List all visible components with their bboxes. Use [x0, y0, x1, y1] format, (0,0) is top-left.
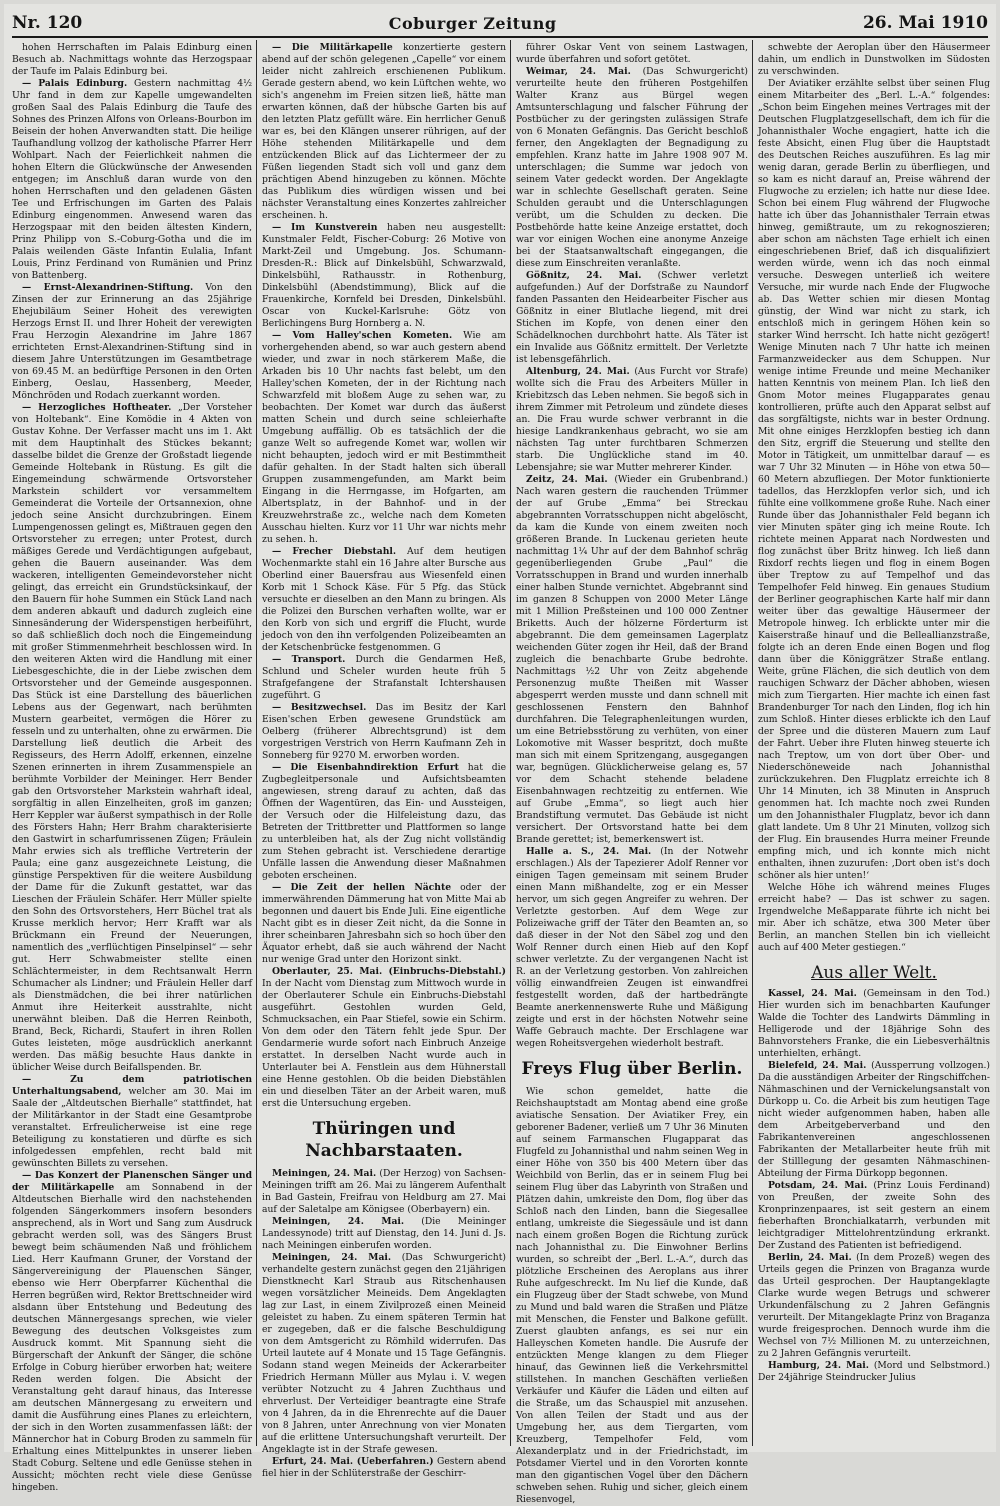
section-heading: Thüringen und Nachbarstaaten.: [305, 1119, 463, 1161]
article-headline: Meiningen, 24. Mai.: [272, 1216, 405, 1227]
article-paragraph: [262, 882, 506, 966]
article-paragraph: [758, 988, 990, 1060]
article-text: In der Nacht vom Dienstag zum Mittwoch wurde in der Oberlauterer Schule ein Einbruchs-Diebstahl ausgeführt. Gestohlen wurden Geld, Schmucksachen, ein Paar Stiefel, sowie ein Schirm. Von dem oder den Tätern fehlt jede Spur. Der Gendarmerie wurde sofort nach Einbruch Anzeige erstattet. In derselben Nacht wurde auch in Unterlauter bei A. Fenstlein aus dem Hühnerstall eine Henne gestohlen. Ob die beiden Diebstählen ein und dieselben Täter an der Arbeit waren, muß erst die Untersuchung ergeben.: [262, 978, 506, 1109]
article-paragraph: [516, 270, 748, 366]
column-rule: [752, 40, 753, 1446]
article-paragraph: [758, 882, 990, 954]
article-text: (Prinz Louis Ferdinand) von Preußen, der zweite Sohn des Kronprinzenpaares, ist seit gestern an einem fieberhaften Bronchialkatarrh, verbunden mit leichtgradiger Mittelohrentzündung erkrankt. Der Zustand des Patienten ist befriedigend.: [758, 1180, 990, 1251]
article-text: Von den Zinsen der zur Erinnerung an das 25jährige Ehejubiläum Seiner Hoheit des verewigten Herzogs Ernst II. und Ihrer Hoheit der verewigten Frau Herzogin Alexandrine im Jahre 1867 errichteten Ernst-Alexandrinen-Stiftung sind in diesem Jahre Unterstützungen im Gesamtbetrage von 69.45 M. an bedürftige Personen in den Orten Einberg, Oeslau, Hassenberg, Meeder, Mönchröden und Rodach zuerkannt worden.: [12, 282, 252, 401]
article-paragraph: [516, 66, 748, 270]
article-text: (Der Herzog) von Sachsen-Meiningen trifft am 26. Mai zu längerem Aufenthalt in Bad Gastein, Freifrau von Heldburg am 27. Mai auf der Saletalpe am Königsee (Oberbayern) ein.: [262, 1168, 506, 1215]
article-headline: Hamburg, 24. Mai.: [768, 1360, 869, 1371]
article-headline: — Herzogliches Hoftheater.: [22, 402, 172, 413]
article-text: schwebte der Aeroplan über den Häusermeer dahin, um endlich in Dunstwolken im Südosten zu verschwinden.: [758, 42, 990, 77]
column-rule: [510, 40, 511, 1446]
section-heading: Aus aller Welt.: [811, 963, 937, 983]
article-headline: Gößnitz, 24. Mai.: [526, 270, 642, 281]
column-rule: [256, 40, 257, 1446]
article-text: Wie schon gemeldet, hatte die Reichshauptstadt am Montag abend eine große aviatische Sensation. Der Aviatiker Frey, ein geborener Badener, verließ um 7 Uhr 36 Minuten auf seinem Farmanschen Flugapparat das Flugfeld zu Johannisthal und nahm seinen Weg in einer Höhe von 350 bis 400 Metern über das Weichbild von Berlin, das er in seinem Flug bei seinem Flug über das Labyrinth von Straßen und Plätzen dahin, umkreiste den Dom, flog über das Schloß nach den Linden, bann die Siegesallee entlang, umkreiste die Siegessäule und ist dann nach einem großen Bogen die Richtung zurück nach Johannisthal zu. Die Einwohner Berlins wurden, so schreibt der „Berl. L.-A.“, durch das plötzliche Erscheinen des Aeroplans aus ihrer Ruhe aufgeschreckt. Im Nu lief die Kunde, daß ein Flugzeug über der Stadt schwebe, von Mund zu Mund und bald waren die Straßen und Plätze mit Menschen, die Fenster und Balkone gefüllt. Zuerst glaubten anfangs, es sei nur ein Halleyschen Kometen handle. Die Ausrufe der entzückten Menge klangen zu dem Flieger hinauf, das Gewinnen ließ die Verkehrsmittel stillstehen. In manchen Geschäften verließen Verkäufer und Käufer die Läden und eilten auf die Straße, um das Schauspiel mit anzusehen. Von allen Teilen der Stadt und aus der Umgebung her, aus dem Tiergarten, vom Kreuzberg, Tempelhofer Feld, vom Alexanderplatz und in der Friedrichstadt, im Potsdamer Viertel und in den Vororten konnte man den gigantischen Vogel über den Dächern schweben sehen. Ruhig und sicher, gleich einem Riesenvogel,: [516, 1086, 748, 1505]
article-text: hat die Zugbegleitpersonale und Aufsichtsbeamten angewiesen, streng darauf zu achten, daß das Öffnen der Wagentüren, das Ein- und Aussteigen, der Versuch oder die Hilfeleistung dazu, das Betreten der Trittbretter und Plattformen so lange zu unterbleiben hat, als der Zug nicht vollständig zum Stehen gebracht ist. Verschiedene derartige Unfälle lassen die Anwendung dieser Maßnahmen geboten erscheinen.: [262, 762, 507, 881]
article-headline: — Die Eisenbahndirektion Erfurt: [272, 762, 459, 773]
column-3: [516, 42, 749, 1505]
article-paragraph: [12, 42, 252, 78]
issue-number: Nr. 120: [12, 13, 83, 33]
article-paragraph: [262, 966, 506, 1110]
masthead: [12, 10, 988, 38]
article-paragraph: [12, 1074, 252, 1170]
article-headline: — Das Konzert der Planenschen Sänger und der Militärkapelle: [12, 1170, 252, 1193]
article-headline: Bielefeld, 24. Mai.: [768, 1060, 867, 1071]
article-paragraph: [262, 1456, 506, 1480]
article-text: Gestern abend fiel hier in der Schlüterstraße der Geschirr-: [262, 1456, 506, 1479]
article-paragraph: [262, 330, 506, 546]
article-paragraph: [12, 282, 252, 402]
article-paragraph: [758, 1252, 990, 1360]
article-paragraph: [516, 1086, 748, 1506]
article-text: (In der Notwehr erschlagen.) Als der Tapezierer Adolf Renner vor einigen Tagen gemeinsam mit seinem Bruder einen Mann mißhandelte, zog er ein Messer hervor, um sich gegen Angreifer zu wehren. Der Verletzte gestorben. Auf dem Wege zur Polizeiwache griff der Täter den Beamten an, so daß dieser in der Not den Säbel zog und den Wolf Renner durch einen Hieb auf den Kopf schwer verletzte. Zu der vergangenen Nacht ist R. an der Verletzung gestorben. Von zahlreichen völlig einwandfreien Zeugen ist einwandfrei festgestellt worden, daß der hartbedrängte Beamte anerkennenswerte Ruhe und Mäßigung zeigte und erst in der höchsten Notwehr seine Waffe Gebrauch machte. Der Erschlagene war wegen Roheitsvergehen wiederholt bestraft.: [516, 846, 749, 1049]
article-paragraph: [758, 42, 990, 78]
article-text: Der Aviatiker erzählte selbst über seinen Flug einem Mitarbeiter des „Berl. L.-A.“ folgendes: „Schon beim Eingehen meines Vertrages mit der Deutschen Flugplatzgesellschaft, dem ich für die Johannisthaler Woche engagiert, hatte ich die feste Absicht, einen Flug über die Hauptstadt des Deutschen Reiches auszuführen. Es lag mir wenig daran, gerade Berlin zu überfliegen, und so kam es nicht darauf an, Preise während der Flugwoche zu erzielen; ich hatte nur diese Idee. Schon bei einem Flug während der Flugwoche hatte ich über das Johannisthaler Terrain etwas hinweg, gemißtraute, um zu rekognoszieren; aber schon am nächsten Tage erhielt ich einen eingeschriebenen Brief, daß ich disqualifiziert werden würde, wenn ich das noch einmal versuche. Deswegen unterließ ich weitere Versuche, mir wurde nach Ende der Flugwoche ab. Das Wetter schien mir diesen Montag günstig, der Wind war nicht zu stark, ich entschloß mich in geringem Höhen kein so starker Wind herrscht. Ich hatte nicht gezögert! Wenige Minuten nach 7 Uhr hatte ich meinen Farmanzweidecker aus dem Schuppen. Nur wenige intime Freunde und meine Mechaniker hatten Kenntnis von meinem Plan. Ich ließ den Gnom Motor meines Flugapparates genau kontrollieren, prüfte auch den Apparat selbst auf das sorgfältigste, nichts war in bester Ordnung. Mit ohne einiges Herzklopfen bestieg ich dann den Sitz, ergriff die Steuerung und stellte den Motor in Tätigkeit, um unmittelbar darauf — es war 7 Uhr 32 Minuten — in Höhe von etwa 50—60 Metern abzufliegen. Der Motor funktionierte tadellos, das Herzklopfen verlor sich, und ich fühlte eine vollkommene große Ruhe. Nach einer Runde über das Johannisthaler Feld begann ich vier Minuten später ging ich meine Route. Ich richtete meinen Apparat nach Nordwesten und flog zunächst über Britz hinweg. Ich ließ dann Rixdorf rechts liegen und flog in einem Bogen über Treptow zu auf Tempelhof und das Tempelhofer Feld hinweg. Ein genaues Studium der Berliner geographischen Karte half mir dann weiter über das gewaltige Häusermeer der Metropole hinweg. Ich erblickte unter mir die Kaiserstraße hinauf und die Belleallianzstraße, folgte ich an deren Ende einen Bogen und flog dann über die Königgrätzer Straße entlang. Weite, grüne Flächen, die sich deutlich von dem rauchigen Schwarz der Dächer abhoben, wiesen mich zum Tiergarten. Hier machte ich einen fast Brandenburger Tor nach den Linden, flog ich hin zum Schloß. Hinter dieses erblickte ich den Lauf der Spree und die düsteren Mauern zum Lauf der Fahrt. Ueber ihre Fluten hinweg steuerte ich nach Treptow, um von dort über Ober- und Niederschöneweide nach Johannisthal zurückzukehren. Den Flugplatz erreichte ich 8 Uhr 14 Minuten, ich 38 Minuten in Anspruch genommen hat. Ich machte noch zwei Runden um den Johannisthaler Flugplatz, bevor ich dann glatt landete. Um 8 Uhr 21 Minuten, vollzog sich der Flug. Ein brausendes Hurra meiner Freunde empfing mich, und ich konnte mich nicht enthalten, ihnen zuzurufen: ‚Dort oben ist's doch schöner als hier unten!‘: [758, 78, 990, 881]
article-paragraph: [262, 1216, 506, 1252]
section-heading: Freys Flug über Berlin.: [521, 1059, 743, 1079]
article-text: Auf dem heutigen Wochenmarkte stahl ein 16 Jahre alter Bursche aus Oberlind einer Bauersfrau aus Wiesenfeld einen Korb mit 1 Schock Käse. Für 5 Pfg. das Stück versuchte er dieselben an den Mann zu bringen. Als die Polizei den Burschen verhaften wollte, war er den Korb von sich und ergriff die Flucht, wurde jedoch von den ihn verfolgenden Polizeibeamten an der Ketschenbrücke festgenommen. G: [262, 546, 506, 653]
column-1: [12, 42, 253, 1493]
article-text: (Schwer verletzt aufgefunden.) Auf der Dorfstraße zu Naundorf fanden Passanten den Heidearbeiter Fischer aus Gößnitz in einer Blutlache liegend, mit drei Stichen im Kopfe, von denen einer den Schädelknochen durchbohrt hatte. Als Täter ist ein Invalide aus Gößnitz ermittelt. Der Verletzte ist lebensgefährlich.: [516, 270, 748, 365]
newspaper-page: [4, 4, 996, 1505]
column-2: [262, 42, 507, 1479]
article-paragraph: [516, 474, 748, 846]
article-headline: — Besitzwechsel.: [272, 702, 367, 713]
article-paragraph: [516, 846, 748, 1050]
article-text: haben neu ausgestellt: Kunstmaler Feldt, Fischer-Coburg: 26 Motive von Markt-Zeil und Umgebung. Jos. Schumann-Dresden-R.: Blick auf Dinkelsbühl, Schwarzwald, Dinkelsbühl, Rathausstr. in Rothenburg, Dinkelsbühl (Abendstimmung), Blick auf die Frauenkirche, Kornfeld bei Dresden, Dinkelsbühl. Oscar von Kuckel-Karlsruhe: Götz von Berlichingens Burg Hornberg a. N.: [262, 222, 507, 329]
article-headline: Weimar, 24. Mai.: [526, 66, 631, 77]
article-headline: Berlin, 24. Mai.: [768, 1252, 852, 1263]
article-headline: — Transport.: [272, 654, 346, 665]
article-text: (Aussperrung vollzogen.) Da die ausständigen Arbeiter der Ringschiffchen-Nähmaschinen und der Vernickelungsanstalt von Dürkopp u. Co. die Arbeit bis zum heutigen Tage nicht wieder aufgenommen haben, haben alle dem Arbeitgeberverband und den Fabrikantenvereinen angeschlossenen Fabrikanten der Metallarbeiter heute früh mit der Stilllegung der gesamten Nähmaschinen-Abteilung der Firma Dürkopp begonnen.: [758, 1060, 991, 1179]
article-text: (In dem Prozeß) wegen des Urteils gegen die Prinzen von Braganza wurde das Urteil gesprochen. Der Hauptangeklagte Clarke wurde wegen Betrugs und schwerer Urkundenfälschung zu 2 Jahren Gefängnis verurteilt. Der Mitangeklagte Prinz von Braganza wurde freigesprochen. Dennoch wurde ihm die Wechsel von 7½ Millionen M. zu unterzeichnen, zu 2 Jahren Gefängnis verurteilt.: [758, 1252, 990, 1359]
article-paragraph: [758, 78, 990, 882]
article-paragraph: [262, 42, 506, 222]
article-headline: — Im Kunstverein: [272, 222, 378, 233]
article-paragraph: [758, 1060, 990, 1180]
article-headline: — Die Militärkapelle: [272, 42, 393, 53]
article-text: konzertierte gestern abend auf der schön gelegenen „Capelle“ vor einem leider nicht zahlreich erschienenen Publikum. Gerade gestern abend, wo kein Lüftchen wehte, wo sich's angenehm im Freien sitzen ließ, hätte man erwarten können, daß der hübsche Garten bis auf den letzten Platz gefüllt wäre. Ein herrlicher Genuß war es, bei den Klängen unserer rührigen, auf der Höhe stehenden Militärkapelle und dem entzückenden Blick auf das Lichtermeer der zu Füßen liegenden Stadt sich voll und ganz dem prächtigen Abend hinzugeben zu können. Möchte das Publikum dies würdigen wissen und bei nächster Veranstaltung eines Konzertes zahlreicher erscheinen. h.: [262, 42, 507, 221]
article-paragraph: [262, 702, 506, 762]
article-paragraph: [12, 402, 252, 1074]
article-paragraph: [262, 1168, 506, 1216]
article-headline: — Frecher Diebstahl.: [272, 546, 397, 557]
article-text: „Der Vorsteher von Holtebank“. Eine Komödie in 4 Akten von Gustav Kohne. Der Verfasser macht uns im 1. Akt mit dem Hauptinhalt des Stückes bekannt; dasselbe bildet die Grenze der Großstadt liegende Gemeinde Holtebank in Rüstung. Es gilt die Eingemeindung schwärmende Ortsvorsteher Markstein schildert vor versammeltem Gemeinderat die Vorteile der Ortsannexion, ohne jedoch seine Ansicht durchzubringen. Einem Lumpengenossen gelingt es, Mißtrauen gegen den Ortsvorsteher zu erregen; unter Protest, durch mäßiges Gerede und Verdächtigungen aufgebaut, gehen die Bauern auseinander. Was dem wackeren, intelligenten Gemeindevorsteher nicht gelingt, das erreicht ein Grundstücksinkauf, der den Bauern für hohe Summen ein Stück Land nach dem anderen abkauft und dadurch zugleich eine Sinnesänderung der Widerspenstigen herbeiführt, so daß schließlich doch noch die Eingemeindung mit großer Stimmenmehrheit beschlossen wird. In den weiteren Akten wird die Handlung mit einer Liebesgeschichte, die in der Liebe zwischen dem Ortsvorsteher und der Gemeinde ausgesponnen. Das Stück ist eine Darstellung des bäuerlichen Lebens aus der Gegenwart, nach berühmten Mustern gearbeitet, vermögen die Hörer zu fesseln und zu unterhalten, ohne zu erwärmen. Die Darstellung ließ deutlich die Arbeit des Regisseurs, des Herrn Adolff, erkennen, einzelne Szenen erinnerten in ihrem Zusammenspiele an berühmte Vorbilder der Meininger. Herr Bender gab den Ortsvorsteher Markstein wahrhaft ideal, sorgfältig in allen Einzelheiten, groß im ganzen; Herr Keppler war äußerst sympathisch in der Rolle des Försters Hahn; Herr Brahm charakterisierte den Gastwirt in scharfumrissenen Zügen; Fräulein Mahr erwies sich als treffliche Vertreterin der Paula; eine ganz ausgezeichnete Leistung, die günstige Perspektiven für die weitere Ausbildung der Dame für die Zukunft gestattet, war das Lieschen der Fräulein Schäfer. Herr Müller spielte den Sohn des Ortsvorstehers, Herr Büchel trat als Krusse merklich hervor; Herr Krafft war als Brückmann ein Freund der Neuerungen, namentlich des „verflüchtigen Pinselpinsel“ — sehr gut. Herr Schwabmeister stellte einen Schlächtermeister, in dem Rechtsanwalt Herrn Schumacher als Lindner; und Fräulein Heller darf als Dienstmädchen, die bei ihrer natürlichen Anmut ihre Heiterkeit ausstrahlte, nicht unerwähnt bleiben. Daß die Herren Reinboth, Brand, Beck, Richardi, Staufert in ihren Rollen Gutes leisteten, möge ausdrücklich anerkannt werden. Das mäßig besuchte Haus dankte in üblicher Weise durch Beifallspenden. Br.: [12, 402, 252, 1073]
column-4: [758, 42, 990, 1446]
article-paragraph: [12, 78, 252, 282]
article-headline: Oberlauter, 25. Mai. (Einbruchs-Diebstahl.): [272, 966, 506, 977]
issue-date: 26. Mai 1910: [862, 13, 988, 33]
article-text: (Aus Furcht vor Strafe) wollte sich die Frau des Arbeiters Müller in Kriebitzsch das Leben nehmen. Sie begoß sich in ihrem Zimmer mit Petroleum und zündete dieses an. Die Frau wurde schwer verbrannt in die hiesige Landkrankenhaus gebracht, wo sie am nächsten Tag unter furchtbaren Schmerzen starb. Die Unglückliche stand im 40. Lebensjahre; sie war Mutter mehrerer Kinder.: [516, 366, 748, 473]
article-headline: — Zu dem patriotischen Unterhaltungsabend,: [12, 1074, 252, 1097]
article-headline: Halle a. S., 24. Mai.: [526, 846, 652, 857]
article-text: Welche Höhe ich während meines Fluges erreicht habe? — Das ist schwer zu sagen. Irgendwelche Meßapparate führte ich nicht bei mir. Aber ich schätze, etwa 300 Meter über Berlin, an manchen Stellen bin ich vielleicht auch auf 400 Meter gestiegen.“: [758, 882, 990, 953]
article-text: (Die Meininger Landessynode) tritt auf Dienstag, den 14. Juni d. Js. nach Meiningen einberufen worden.: [262, 1216, 507, 1251]
article-paragraph: [516, 42, 748, 66]
article-headline: Meiningen, 24. Mai.: [272, 1168, 377, 1179]
article-text: am Sonnabend in der Altdeutschen Bierhalle wird den nachstehenden folgenden Sängerkommers insofern besonders ansprechend, als in Wort und Sang zum Ausdruck gebracht werden soll, was des Sängers Brust bewegt beim schäumenden Naß und fröhlichem Lied. Herr Kaufmann Gruner, der Vorstand der Sängervereinigung der Plauenschen Sänger, ebenso wie Herr Oberpfarrer Küchenthal die Herren begrüßen wird, Rektor Brettschneider wird alsdann über Entstehung und Bedeutung des deutschen Männergesangs sprechen, wie vieler Bewegung des deutschen Volksgeistes zum Ausdruck kommt. Mit Spannung sieht die Bürgerschaft der Ankunft der Sänger, die schöne Erfolge in Coburg hierüber erworben hat; weitere Reden werden folgen. Die Absicht der Veranstaltung geht darauf hinaus, das Interesse am deutschen Männergesang zu erweitern und damit die Ausführung eines Planes zu erleichtern, der sich in den Worten zusammenfassen läßt: der Männerchor hat in Coburg Broden zu sammeln für Erhaltung eines Mittelpunktes in unserer lieben Stadt Coburg. Seltene und edle Genüsse stehen in Aussicht; möchten recht viele diese Genüsse hingeben.: [12, 1182, 252, 1493]
article-paragraph: [262, 1252, 506, 1456]
article-headline: Zeitz, 24. Mai.: [526, 474, 608, 485]
article-text: hohen Herrschaften im Palais Edinburg einen Besuch ab. Nachmittags wohnte das Herzogspaar der Taufe im Palais Edinburg bei.: [12, 42, 252, 77]
article-headline: Altenburg, 24. Mai.: [526, 366, 630, 377]
article-text: Wie am vorhergehenden abend, so war auch gestern abend wieder, und zwar in noch stärkerem Maße, die Arkaden bis 10 Uhr nachts fast belebt, um den Halley'schen Kometen, der in der Richtung nach Schwarzfeld mit bloßem Auge zu sehen war, zu beobachten. Der Komet war durch das äußerst matten Schein und durch seine schleierhafte Umgebung auffällig. Ob es tatsächlich der die ganze Welt so aufregende Komet war, wollen wir nicht behaupten, jedoch wird er mit Bestimmtheit dafür gehalten. In der Stadt halten sich überall Gruppen zusammengefunden, am Markt beim Eingang in die Herrngasse, im Hofgarten, am Albertsplatz, in der Bahnhof- und in der Kreuzwehrstraße zc., welche nach dem Kometen Ausschau hielten. Kurz vor 11 Uhr war nichts mehr zu sehen. h.: [262, 330, 506, 545]
article-headline: Erfurt, 24. Mai. (Ueberfahren.): [272, 1456, 434, 1467]
article-paragraph: [262, 546, 506, 654]
article-paragraph: [262, 222, 506, 330]
article-text: führer Oskar Vent von seinem Lastwagen, wurde überfahren und sofort getötet.: [516, 42, 748, 65]
article-paragraph: [516, 366, 748, 474]
article-text: (Das Schwurgericht) verurteilte heute den früheren Postgehilfen Walter Kranz aus Bürgel wegen Amtsunterschlagung und falscher Führung der Postbücher zu der geringsten zulässigen Strafe von 6 Monaten Gefängnis. Das Gericht beschloß ferner, den Angeklagten der Begnadigung zu empfehlen. Kranz hatte im Jahre 1908 907 M. unterschlagen; die Summe war jedoch von seinem Vater gedeckt worden. Der Angeklagte war in schlechte Gesellschaft geraten. Seine Schulden geraubt und die Unterschlagungen verübt, um die Schulden zu decken. Die Postbehörde hatte keine Anzeige erstattet, doch war vor einigen Wochen eine anonyme Anzeige bei der Staatsanwaltschaft eingegangen, die diese zum Einschreiten veranlaßte.: [516, 66, 748, 269]
article-text: Das im Besitz der Karl Eisen'schen Erben gewesene Grundstück am Oelberg (früherer Albrechtsgrund) ist dem vorgestrigen Verstrich von Herrn Kaufmann Zeh in Sonneberg für 9270 M. erworben worden.: [262, 702, 507, 761]
article-headline: Potsdam, 24. Mai.: [768, 1180, 868, 1191]
article-headline: — Die Zeit der hellen Nächte: [272, 882, 452, 893]
article-text: (Das Schwurgericht) verhandelte gestern zunächst gegen den 21jährigen Dienstknecht Karl Straub aus Ritschenhausen wegen vorsätzlicher Meineids. Dem Angeklagten lag zur Last, in einem Zivilprozeß einen Meineid geleistet zu haben. Zu einem späteren Termin hat er zugegeben, daß er die falsche Beschuldigung von dem Amtsgericht zu Römhild widerrufen. Das Urteil lautete auf 4 Monate und 15 Tage Gefängnis. Sodann stand wegen Meineids der Ackerarbeiter Friedrich Hermann Müller aus Mylau i. V. wegen verübter Notzucht zu 4 Jahren Zuchthaus und ehrverlust. Der Verteidiger beantragte eine Strafe von 4 Jahren, da in die Ehrenrechte auf die Dauer von 8 Jahren, unter Anrechnung von vier Monaten auf die erlittene Untersuchungshaft verurteilt. Der Angeklagte ist in der Strafe gewesen.: [262, 1252, 506, 1455]
article-text: Durch die Gendarmen Heß, Schlund und Scheler wurden heute früh 5 Strafgefangene der Strafanstalt Ichtershausen zugeführt. G: [262, 654, 506, 701]
article-headline: — Ernst-Alexandrinen-Stiftung.: [22, 282, 194, 293]
article-paragraph: [262, 762, 506, 882]
article-text: (Gemeinsam in den Tod.) Hier wurden sich im benachbarten Kaufunger Walde die Tochter des Landwirts Dämmling in Helligerode und der 18jährige Sohn des Bahnvorstehers Franke, die ein Liebesverhältnis unterhielten, erhängt.: [758, 988, 990, 1059]
article-paragraph: [12, 1170, 252, 1494]
article-headline: — Palais Edinburg.: [22, 78, 128, 89]
article-headline: — Vom Halley'schen Kometen.: [272, 330, 453, 341]
article-text: Gestern nachmittag 4½ Uhr fand in dem zur Kapelle umgewandelten großen Saal des Palais Edinburg die Taufe des Sohnes des Prinzen Alfons von Orleans-Bourbon im Beisein der hohen Anverwandten statt. Die heilige Taufhandlung vollzog der katholische Pfarrer Herr Wohlpart. Nach der Feierlichkeit nahmen die hohen Eltern die Glückwünsche der Anwesenden entgegen; im Anschluß daran wurde von den hohen Herrschaften und den geladenen Gästen Tee und Erfrischungen im Garten des Palais Edinburg eingenommen. Anwesend waren das Herzogspaar mit den beiden ältesten Kindern, Prinz Philipp von S.-Coburg-Gotha und die im Palais weilenden Gäste Infantin Eulalia, Infant Louis, Prinz Ferdinand von Rumänien und Prinz von Battenberg.: [12, 78, 252, 281]
article-text: oder der immerwährenden Dämmerung hat von Mitte Mai ab begonnen und dauert bis Ende Juli. Eine eigentliche Nacht gibt es in dieser Zeit nicht, da die Sonne in ihrer scheinbaren Jahresbahn sich so hoch über den Äquator erhebt, daß sie auch während der Nacht nur wenige Grad unter den Horizont sinkt.: [262, 882, 507, 965]
article-headline: Kassel, 24. Mai.: [768, 988, 857, 999]
article-text: welcher am 30. Mai im Saale der „Altdeutschen Bierhalle“ stattfindet, hat der Militärkantor in der Stadt eine Gesamtprobe veranstaltet. Erfreulicherweise ist eine rege Beteiligung zu konstatieren und dürfte es sich infolgedessen empfehlen, recht bald mit gewünschten Billets zu versehen.: [12, 1086, 253, 1169]
article-text: (Wieder ein Grubenbrand.) Nach waren gestern die rauchenden Trümmer der auf Grube „Emma“ bei Streckau abgebrannten Vorratsschuppen nicht abgelöscht, da kam die Kunde von einem zweiten noch größeren Brande. In Luckenau gerieten heute nachmittag 1¼ Uhr auf der dem Bahnhof schräg gegenüberliegenden Grube „Paul“ die Vorratsschuppen in Brand und wurden innerhalb einer halben Stunde vernichtet. Abgebrannt sind im ganzen 8 Schuppen von 2000 Meter Länge mit 1 Million Preßsteinen und 100 000 Zentner Briketts. Auch der hölzerne Förderturm ist abgebrannt. Die dem gemeinsamen Lagerplatz weichenden Güter zogen ihr Heil, daß der Brand zugleich die benachbarte Grube bedrohte. Nachmittags ½2 Uhr von Zeitz abgehende Personenzug mußte Theißen mit Wasser abgesperrt werden musste und dann schnell mit geschlossenen Fenstern den Bahnhof durchfahren. Die Telegraphenleitungen wurden, um eine Betriebsstörung zu verhüten, von einer Lokomotive mit Wasser bespritzt, doch mußte man sich mit einem Spritzengang, ausgegangen war, begnügen. Glücklicherweise gelang es, 57 vor dem Schacht stehende beladene Eisenbahnwagen rechtzeitig zu entfernen. Wie auf Grube „Emma“, so liegt auch hier Brandstiftung vermutet. Das Gebäude ist nicht versichert. Der Ortsvorstand hatte bei dem Brande gerettet; ist, bemerkenswert ist.: [516, 474, 748, 845]
article-paragraph: [758, 1360, 990, 1384]
article-paragraph: [758, 1180, 990, 1252]
article-paragraph: [262, 654, 506, 702]
newspaper-title: Coburger Zeitung: [388, 13, 557, 33]
article-headline: Meiningen, 24. Mai.: [272, 1252, 392, 1263]
article-text: (Mord und Selbstmord.) Der 24jährige Steindrucker Julius: [758, 1360, 990, 1383]
